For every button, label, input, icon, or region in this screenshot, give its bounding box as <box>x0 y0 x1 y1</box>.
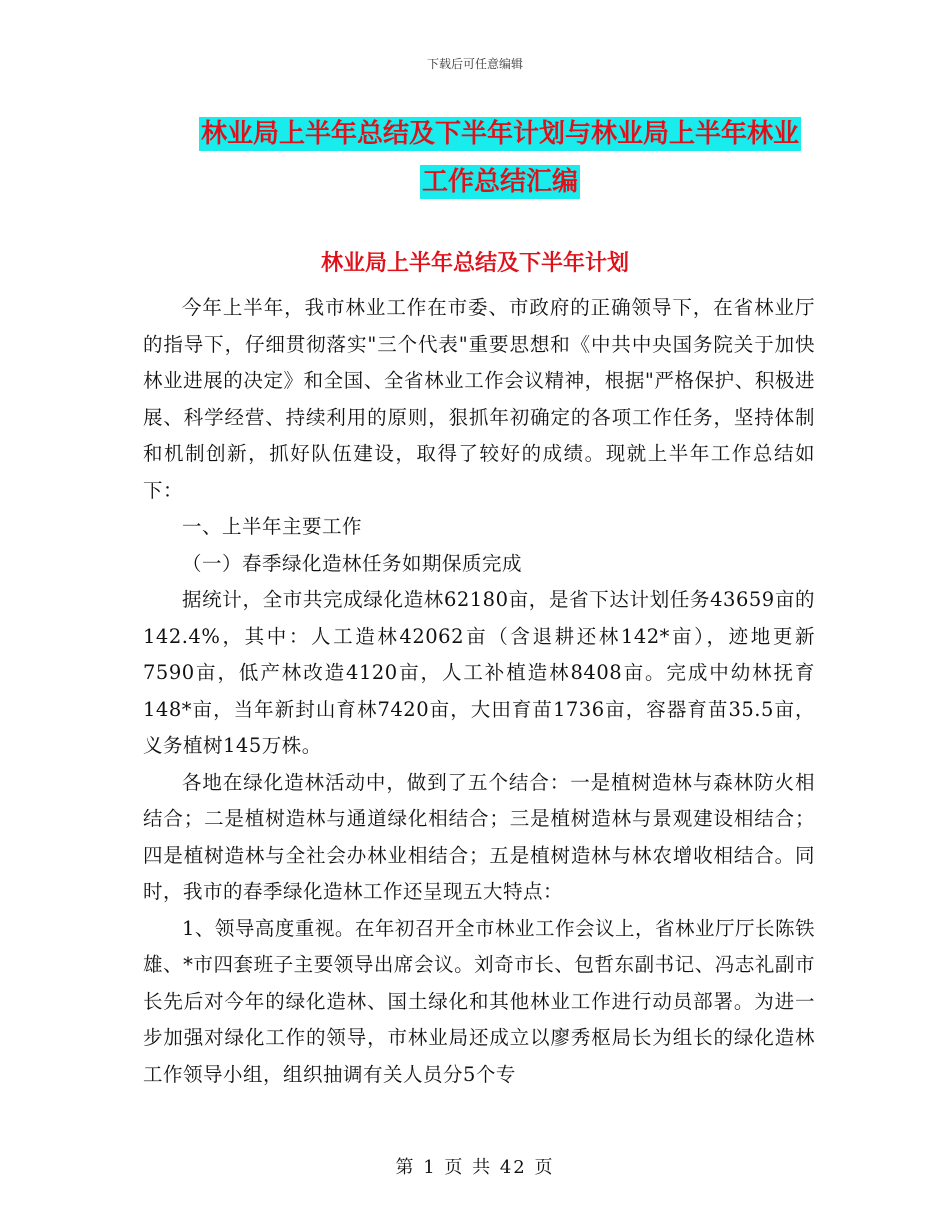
paragraph-leadership: 1、领导高度重视。在年初召开全市林业工作会议上，省林业厅厅长陈铁雄、*市四套班子主要领导出席会议。刘奇市长、包哲东副书记、冯志礼副市长先后对今年的绿化造林、国土绿化和其他林业工作进行动员部署。为进一步加强对绿化工作的领导，市林业局还成立以廖秀枢局长为组长的绿化造林工作领导小组，组织抽调有关人员分5个专 <box>143 916 815 1086</box>
document-title <box>190 110 810 206</box>
document-title-line-1: 林业局上半年总结及下半年计划与林业局上半年林业 <box>200 119 799 149</box>
section-title: 林业局上半年总结及下半年计划 <box>320 251 629 276</box>
heading-main-work: 一、上半年主要工作 <box>182 515 363 538</box>
document-body <box>143 290 815 1093</box>
paragraph-intro: 今年上半年，我市林业工作在市委、市政府的正确领导下，在省林业厅的指导下，仔细贯彻落实"三个代表"重要思想和《中共中央国务院关于加快林业进展的决定》和全国、全省林业工作会议精神，根据"严格保护、积极进展、科学经营、持续利用的原则，狠抓年初确定的各项工作任务，坚持体制和机制创新，抓好队伍建设，取得了较好的成绩。现就上半年工作总结如下： <box>143 296 815 502</box>
paragraph-five-combinations: 各地在绿化造林活动中，做到了五个结合：一是植树造林与森林防火相结合；二是植树造林与通道绿化相结合；三是植树造林与景观建设相结合；四是植树造林与全社会办林业相结合；五是植树造林与林农增收相结合。同时，我市的春季绿化造林工作还呈现五大特点： <box>143 770 815 903</box>
document-title-line-2: 工作总结汇编 <box>421 167 578 197</box>
heading-spring-afforestation: （一）春季绿化造林任务如期保质完成 <box>182 551 523 575</box>
page-footer: 第 1 页 共 42 页 <box>395 1157 555 1178</box>
paragraph-statistics: 据统计，全市共完成绿化造林62180亩，是省下达计划任务43659亩的142.4%，其中：人工造林42062亩（含退耕还林142*亩），迹地更新7590亩，低产林改造4120亩，人工补植造林8408亩。完成中幼林抚育148*亩，当年新封山育林7420亩，大田育苗1736亩，容器育苗35.5亩，义务植树145万株。 <box>143 588 815 757</box>
header-note: 下载后可任意编辑 <box>426 57 523 71</box>
